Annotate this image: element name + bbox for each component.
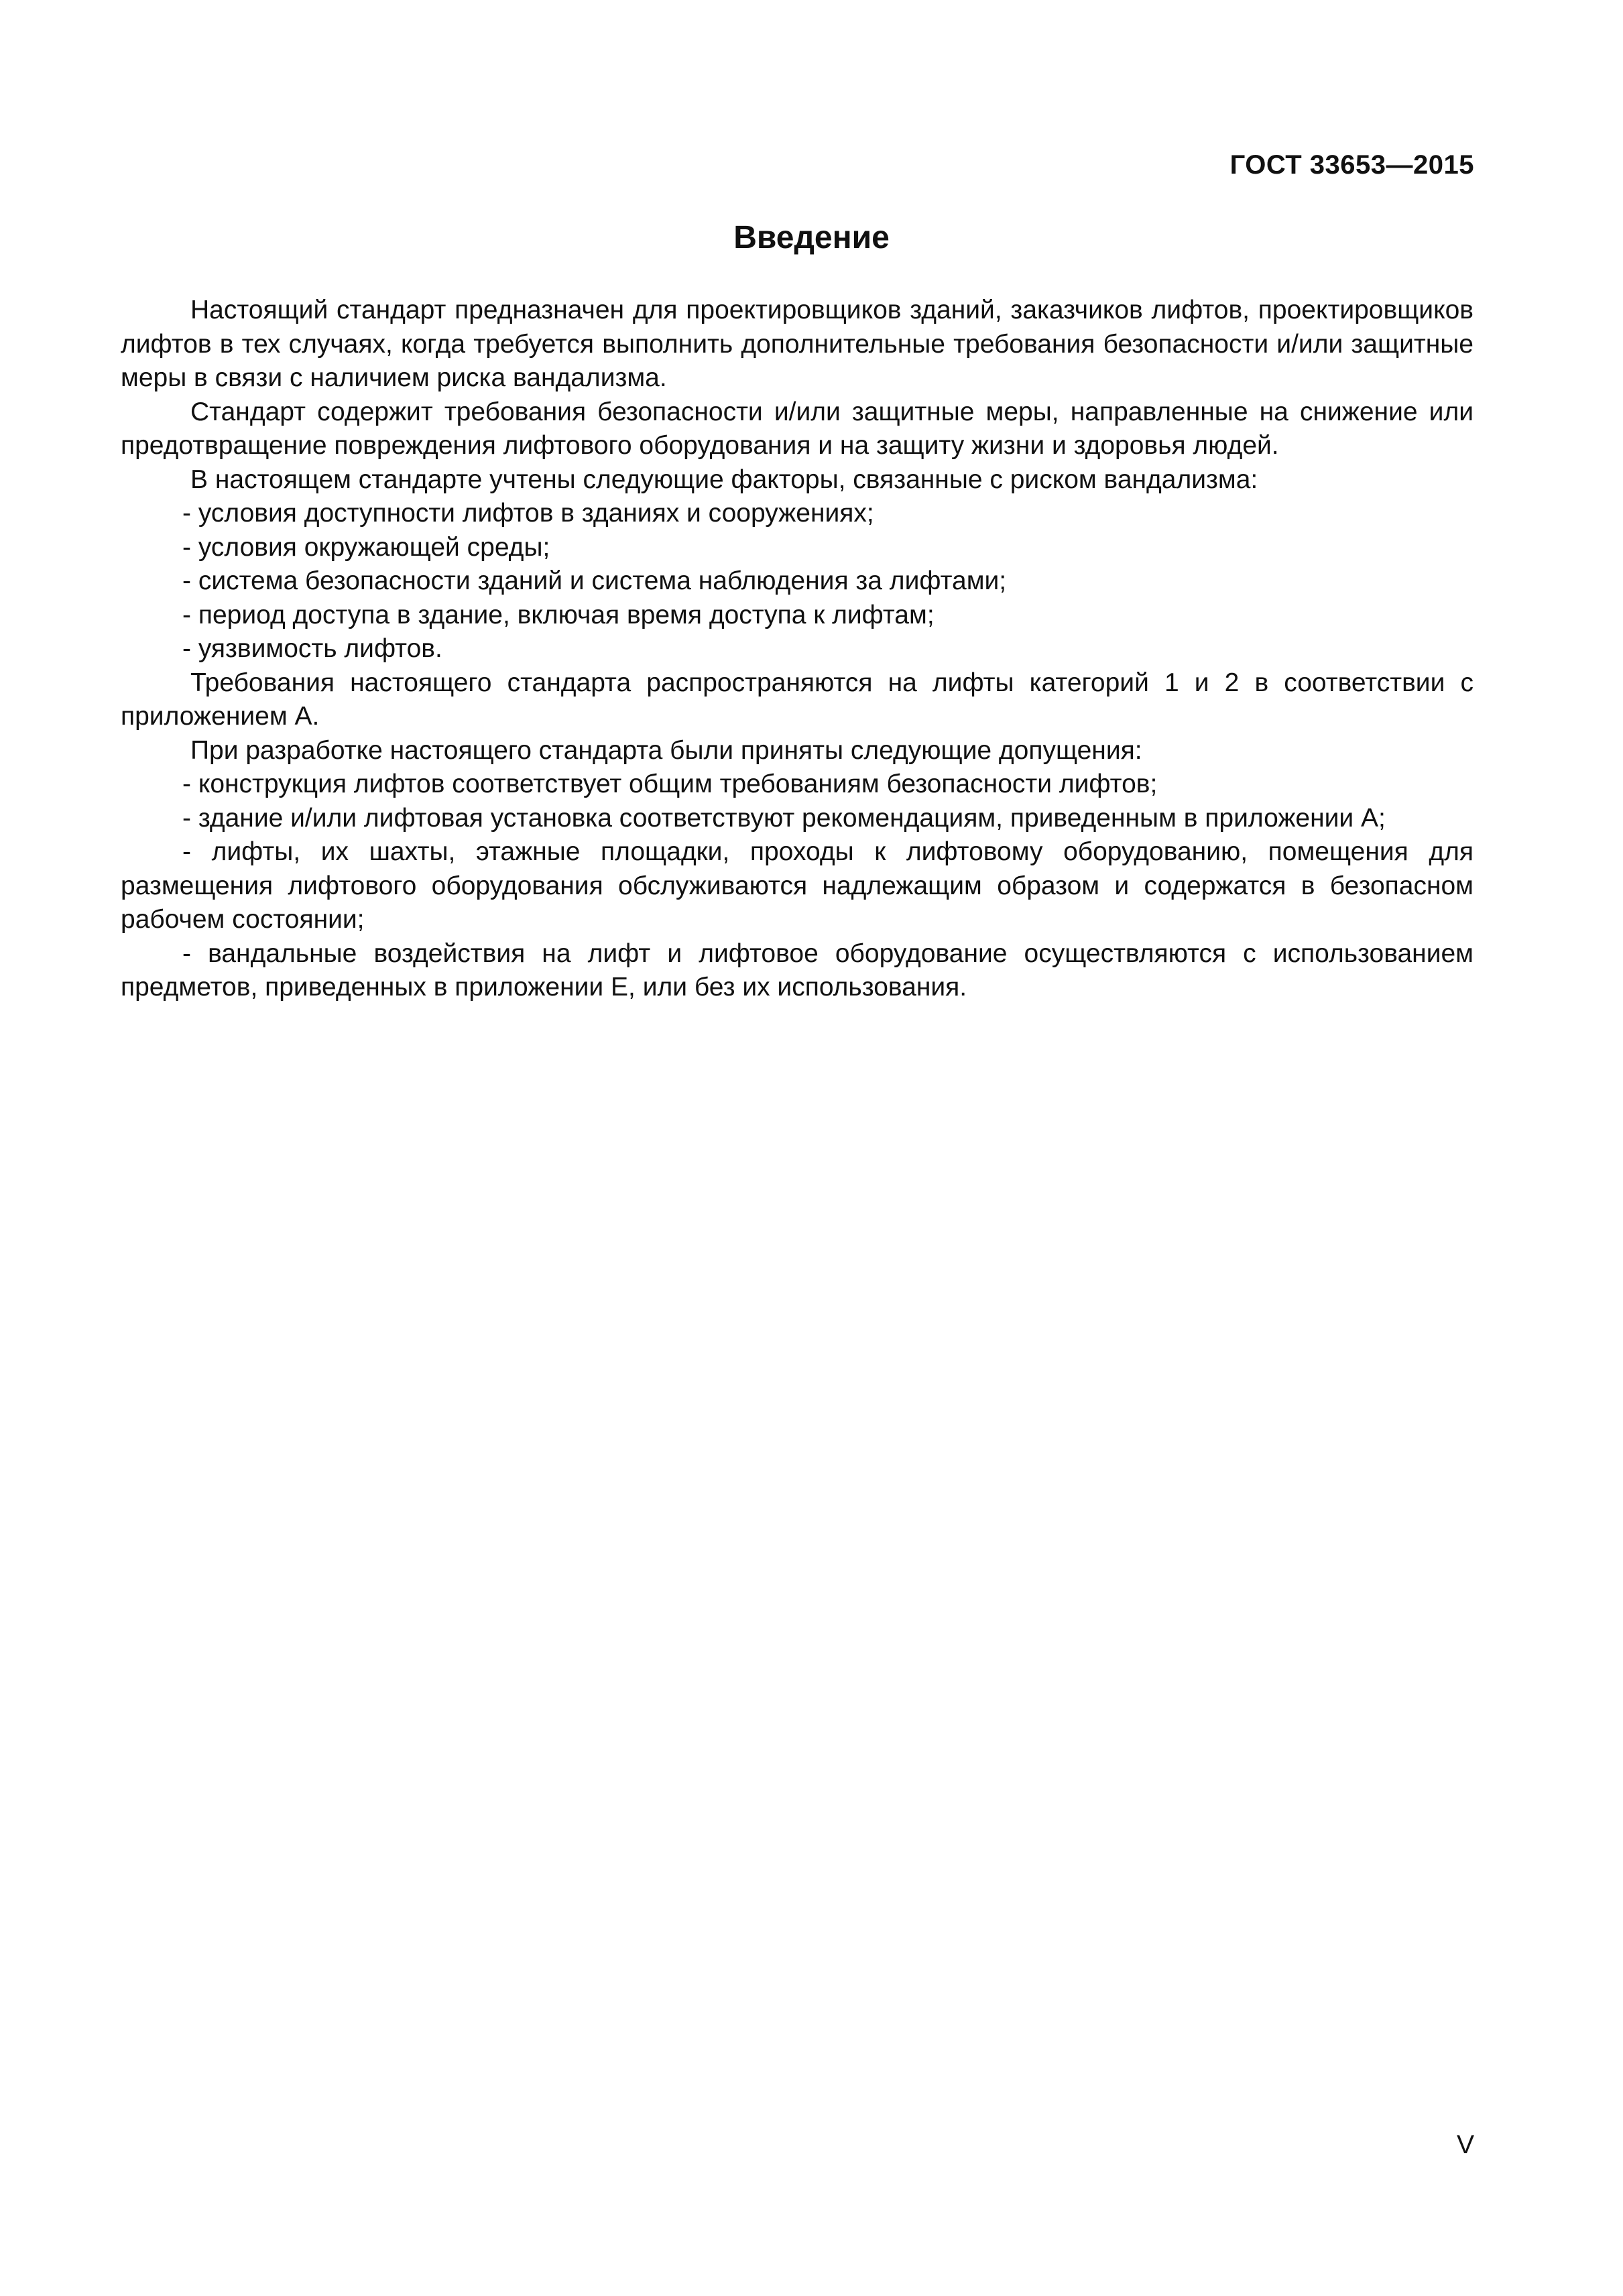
paragraph-purpose: Настоящий стандарт предназначен для проектировщиков зданий, заказчиков лифтов, проектировщиков лифтов в тех случаях, когда требуется выполнить дополнительные требования безопасности и/или защитные меры в связи с наличием риска вандализма.	[121, 296, 1474, 392]
document-designation: ГОСТ 33653—2015	[1229, 150, 1474, 180]
paragraph-factors-intro: В настоящем стандарте учтены следующие факторы, связанные с риском вандализма:	[190, 465, 1258, 494]
section-title: Введение	[733, 220, 890, 255]
paragraph-scope: Требования настоящего стандарта распространяются на лифты категорий 1 и 2 в соответствии с приложением А.	[121, 668, 1474, 731]
document-body	[121, 294, 1474, 1005]
list-item-factor: - условия окружающей среды;	[182, 532, 550, 562]
page-number: V	[1456, 2130, 1474, 2159]
list-item-factor: - система безопасности зданий и система наблюдения за лифтами;	[182, 566, 1007, 595]
paragraph-content: Стандарт содержит требования безопасности и/или защитные меры, направленные на снижение или предотвращение повреждения лифтового оборудования и на защиту жизни и здоровья людей.	[121, 397, 1474, 460]
paragraph-assumptions-intro: При разработке настоящего стандарта были приняты следующие допущения:	[190, 735, 1142, 765]
list-item-factor: - уязвимость лифтов.	[182, 634, 442, 663]
list-item-factor: - условия доступности лифтов в зданиях и сооружениях;	[182, 499, 874, 528]
list-item-assumption: - вандальные воздействия на лифт и лифтовое оборудование осуществляются с использованием предметов, приведенных в приложении Е, или без их использования.	[121, 939, 1474, 1002]
list-item-factor: - период доступа в здание, включая время доступа к лифтам;	[182, 600, 935, 629]
list-item-assumption: - конструкция лифтов соответствует общим требованиям безопасности лифтов;	[182, 770, 1158, 798]
list-item-assumption: - здание и/или лифтовая установка соответствуют рекомендациям, приведенным в приложении А;	[182, 803, 1386, 833]
list-item-assumption: - лифты, их шахты, этажные площадки, проходы к лифтовому оборудованию, помещения для размещения лифтового оборудования обслуживаются надлежащим образом и содержатся в безопасном рабочем состоянии;	[121, 837, 1474, 934]
